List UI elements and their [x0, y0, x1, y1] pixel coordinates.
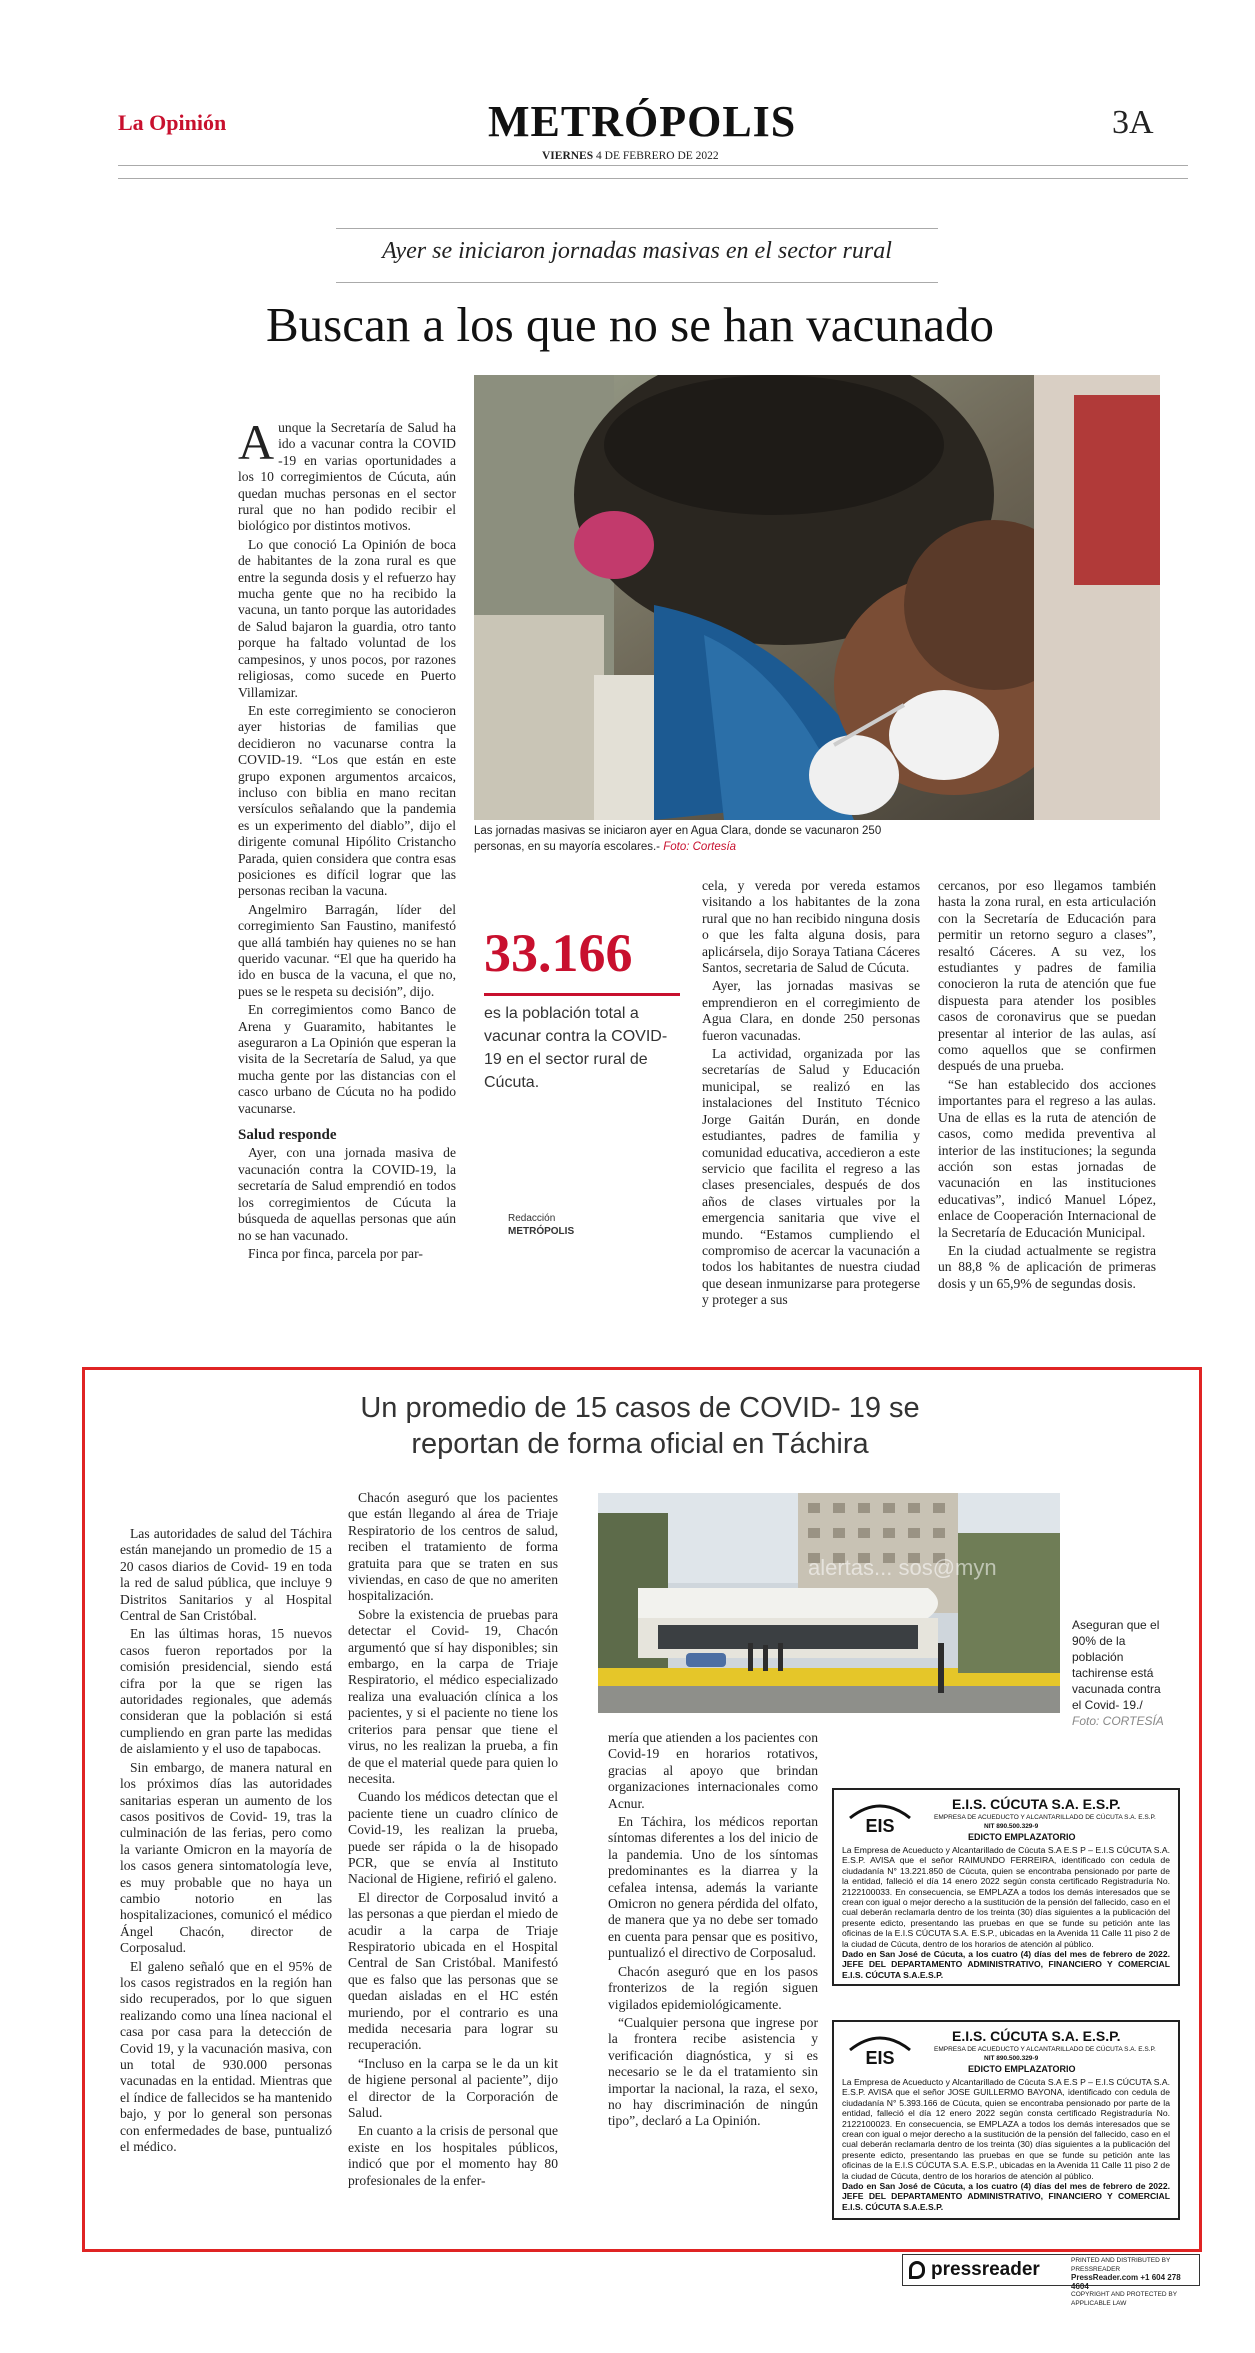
paragraph: cela, y vereda por vereda estamos visitando a los habitantes de la zona rural que no han recibido ninguna dosis o que les falta alguna dosis, para aplicársela, dijo Soraya Tatiana Cáceres Santos, secretaria de Salud de Cúcuta.: [702, 878, 920, 976]
ad-body: [842, 1845, 1170, 1980]
article1-column-1: [238, 414, 456, 1264]
hospital-photo-credit: Foto: CORTESÍA: [1072, 1714, 1164, 1728]
paragraph: Sobre la existencia de pruebas para detectar el Covid- 19, Chacón argumentó que sí hay disponibles; sin embargo, en la carpa de Triaje Respiratorio, el médico especializado realiza una evaluación clínica a los pacientes, y si el paciente no tiene los criterios para pensar que tiene el virus, no les realizan la prueba, a fin de que el material quede para quien lo necesita.: [348, 1606, 558, 1786]
ad-footer: Dado en San José de Cúcuta, a los cuatro (4) días del mes de febrero de 2022. JEFE DEL DEPARTAMENTO ADMINISTRATIVO, FINANCIERO Y COMERCIAL E.I.S. CÚCUTA S.A.E.S.P.: [842, 1949, 1170, 1980]
pressreader-line-2: PressReader.com +1 604 278 4604: [1071, 2273, 1181, 2291]
ad-company: E.I.S. CÚCUTA S.A. E.S.P.: [952, 1796, 1121, 1812]
photo-caption: [474, 823, 914, 855]
pressreader-line-3: COPYRIGHT AND PROTECTED BY APPLICABLE LAW: [1071, 2291, 1177, 2307]
paragraph: Lo que conoció La Opinión de boca de habitantes de la zona rural es que entre la segunda dosis y el refuerzo hay mucha gente que no ha recibido la vacuna, un tanto porque las autoridades de Salud bajaron la guardia, otro tanto porque ha faltado voluntad de los campesinos, y unos pocos, por razones religiosas, como sucede en Puerto Villamizar.: [238, 536, 456, 700]
paragraph: “Incluso en la carpa se le da un kit de higiene personal al paciente”, dijo el director de la Corporación de Salud.: [348, 2055, 558, 2121]
vaccination-photo: [474, 375, 1160, 820]
subhead: Salud responde: [238, 1127, 337, 1144]
paragraph: En cuanto a la crisis de personal que existe en los hospitales públicos, indicó que por el momento hay 80 profesionales de la enfer-: [348, 2123, 558, 2188]
pressreader-icon: [909, 2261, 925, 2279]
stat-text: es la población total a vacunar contra la COVID-19 en el sector rural de Cúcuta.: [484, 1005, 668, 1091]
ad-body: [842, 2077, 1170, 2212]
photo-watermark: alertas... sos@myn: [808, 1555, 997, 1580]
paragraph: La actividad, organizada por las secretarías de Salud y Educación municipal, se realizó en las instalaciones del Instituto Técnico Jorge Gaitán Durán, en donde estudiantes, padres de familia y comunidad educativa, accedieron a este servicio que facilita el regreso a las clases presenciales, después de dos años de clases virtuales por la emergencia sanitaria que vive el mundo. “Estamos cumpliendo el compromiso de acercar la vacunación a todos los habitantes de nuestra ciudad que desean inmunizarse para protegerse y proteger a sus: [702, 1046, 920, 1308]
byline-label: Redacción: [508, 1213, 556, 1224]
paragraph: “Se han establecido dos acciones importantes para el regreso a las aulas. Una de ellas es la ruta de atención de casos, como medida preventiva al interior de las instituciones; la segunda acción son estas jornadas de vacunación en las instituciones educativas”, indicó Manuel López, enlace de Cooperación Internacional de la Secretaría de Educación Municipal.: [938, 1076, 1156, 1240]
paragraph: En la ciudad actualmente se registra un 88,8 % de aplicación de primeras dosis y un 65,9% de segundas dosis.: [938, 1242, 1156, 1291]
eis-logo-text: EIS: [865, 2048, 895, 2068]
paragraph: En las últimas horas, 15 nuevos casos fueron reportados por la comisión presidencial, siendo está cifra por la que se rigen las autoridades regionales, que además consideran que la población si está cumpliendo en gran parte las medidas de aislamiento y el uso de tapabocas.: [120, 1626, 332, 1757]
ad-footer: Dado en San José de Cúcuta, a los cuatro (4) días del mes de febrero de 2022. JEFE DEL DEPARTAMENTO ADMINISTRATIVO, FINANCIERO Y COMERCIAL E.I.S. CÚCUTA S.A.E.S.P.: [842, 2181, 1170, 2212]
masthead-rule-top: [118, 165, 1188, 166]
ad-heading: EDICTO EMPLAZATORIO: [968, 2064, 1076, 2074]
photo-credit: Foto: Cortesía: [663, 841, 737, 853]
paragraph: “Cualquier persona que ingrese por la frontera recibe asistencia y verificación diagnóstica, y si es necesario se le da el tratamiento sin importar la nacional, la raza, el sexo, no hay discriminación de ningún tipo”, declaró a La Opinión.: [608, 2014, 818, 2129]
lead-text: unque la Secretaría de Salud ha ido a vacunar contra la COVID -19 en varias oportunidades a los 10 corregimientos de Cúcuta, aún quedan muchas personas en el sector rural que no han podido recibir el biológico por distintos motivos.: [238, 420, 456, 534]
paragraph: cercanos, por eso llegamos también hasta la zona rural, en esta articulación con la Secretaría de Educación para permitir un retorno seguro a clases”, resaltó Cáceres. A su vez, los estudiantes y padres de familia conocieron la ruta de atención que fue dispuesta para atender los posibles casos de coronavirus que se puedan presentar al interior de las aulas, así como aquellos que se confirmen después de una prueba.: [938, 878, 1156, 1074]
page-number: 3A: [1112, 104, 1154, 141]
paragraph: Las autoridades de salud del Táchira están manejando un promedio de 15 a 20 casos diarios de Covid- 19 en toda la red de salud pública, que incluye 9 Distritos Sanitarios y al Hospital Central de San Cristóbal.: [120, 1526, 332, 1624]
pressreader-info: [1071, 2257, 1199, 2308]
article2-column-2: [348, 1490, 558, 2191]
paragraph: Angelmiro Barragán, líder del corregimiento San Faustino, manifestó que allá también hay quienes no se han querido vacunar. “El que ha querido ha ido en busca de la vacuna, el que no, pues se le respeta su decisión”, dijo.: [238, 901, 456, 999]
article-headline: Buscan a los que no se han vacunado: [266, 297, 994, 352]
hospital-caption-text: Aseguran que el 90% de la población tachirense está vacunada contra el Covid- 19./: [1072, 1618, 1161, 1712]
paragraph: En este corregimiento se conocieron ayer historias de familias que decidieron no vacunarse contra la COVID-19. “Los que están en este grupo exponen argumentos arcaicos, incluso con biblia en mano recitan versículos señalando que la pandemia es un experimento del diablo”, dijo el dirigente comunal Hipólito Cristancho Parada, quien considera que contra esas posiciones es difícil lograr que las personas reciban la vacuna.: [238, 702, 456, 899]
masthead-rule-bottom: [118, 178, 1188, 179]
paragraph: Chacón aseguró que en los pasos fronterizos de la región siguen vigilados epidemiológicamente.: [608, 1963, 818, 2012]
ad-body-text: La Empresa de Acueducto y Alcantarillado de Cúcuta S.A E.S P – E.I.S CÚCUTA S.A. E.S.P. AVISA que el señor RAIMUNDO FERREIRA, identificado con cedula de ciudadanía N° 13.221.850 de Cúcuta, quien se encontraba pensionado por parte de la entidad, falleció el día 14 enero 2022 según consta certificado Registraduría No. 2122100033. En consecuencia, se EMPLAZA a todos los demás interesados que se crean con igual o mejor derecho a la sustitución de la pensión del fallecido, caso en el cual deberán reclamarla dentro de los treinta (30) días siguientes a la publicación del presente edicto, presentando las pruebas en que se funde su petición ante las oficinas de la E.I.S CÚCUTA S.A. E.S.P., ubicadas en la Avenida 11 Calle 11 piso 2 de la ciudad de Cúcuta, dentro de los horarios de atención al público.: [842, 1845, 1170, 1949]
headline-line-1: Un promedio de 15 casos de COVID- 19 se: [360, 1392, 920, 1424]
ad-company: E.I.S. CÚCUTA S.A. E.S.P.: [952, 2028, 1121, 2044]
pressreader-line-1: PRINTED AND DISTRIBUTED BY PRESSREADER: [1071, 2257, 1171, 2273]
article2-column-1: [120, 1526, 332, 2157]
eis-logo: [844, 1798, 916, 1838]
hospital-photo: [598, 1493, 1060, 1713]
paragraph: Finca por finca, parcela por par-: [248, 1245, 423, 1261]
eis-logo: [844, 2030, 916, 2070]
stat-rule: [484, 993, 680, 996]
issue-date: [542, 150, 719, 162]
ad-subtitle: EMPRESA DE ACUEDUCTO Y ALCANTARILLADO DE CÚCUTA S.A. E.S.P.: [934, 1814, 1156, 1821]
lead-paragraph: [238, 414, 456, 535]
ad-nit: NIT 890.500.329-9: [984, 1823, 1039, 1830]
paragraph: Chacón aseguró que los pacientes que están llegando al área de Triaje Respiratorio de los centros de salud, reciben el tratamiento de forma gratuita para que se traten en sus viviendas, en caso de que no ameriten hospitalización.: [348, 1490, 558, 1604]
headline-line-2: reportan de forma oficial en Táchira: [411, 1428, 869, 1460]
ad-body-text: La Empresa de Acueducto y Alcantarillado de Cúcuta S.A E.S P – E.I.S CÚCUTA S.A. E.S.P. AVISA que el señor JOSE GUILLERMO BAYONA, identificado con cedula de ciudadanía N° 5.393.166 de Cúcuta, quien se encontraba pensionado por parte de la entidad, falleció el día 12 enero 2022 según consta certificado Registraduría No. 2122100023. En consecuencia, se EMPLAZA a todos los demás interesados que se crean con igual o mejor derecho a la sustitución de la pensión del fallecido, caso en el cual deberán reclamarla dentro de los treinta (30) días siguientes a la publicación del presente edicto, presentando las pruebas en que se funde su petición ante las oficinas de la E.I.S CÚCUTA S.A. E.S.P., ubicadas en la Avenida 11 Calle 11 piso 2 de la ciudad de Cúcuta, dentro de los horarios de atención al público.: [842, 2077, 1170, 2181]
brand-logo: La Opinión: [118, 110, 227, 135]
paragraph: mería que atienden a los pacientes con Covid-19 en horarios rotativos, gracias al apoyo que brindan organizaciones internacionales como Acnur.: [608, 1730, 818, 1811]
byline-name: METRÓPOLIS: [508, 1226, 575, 1237]
pressreader-badge[interactable]: [902, 2254, 1200, 2307]
paragraph: En Táchira, los médicos reportan síntomas diferentes a los del inicio de la pandemia. Uno de los síntomas predominantes es la diarrea y la cefalea intensa, además la variante Omicron no genera pérdida del olfato, de manera que ya no debe ser tomado en cuenta para pensar que es positivo, puntualizó el directivo de Corposalud.: [608, 1814, 818, 1961]
ad-heading: EDICTO EMPLAZATORIO: [968, 1832, 1076, 1842]
paragraph: Ayer, con una jornada masiva de vacunación contra la COVID-19, la secretaría de Salud emprendió en todos los corregimientos de Cúcuta la búsqueda de aquellas personas que aún no se han vacunado.: [238, 1145, 456, 1243]
issue-date-text: 4 DE FEBRERO DE 2022: [596, 150, 719, 162]
kicker-rule-top: [336, 228, 938, 229]
article2-headline: [130, 1390, 1150, 1462]
article1-column-3: [702, 878, 920, 1311]
legal-notice-1: [832, 1788, 1180, 1986]
article2-column-3: [608, 1730, 818, 2132]
byline: [508, 1212, 574, 1238]
pressreader-brand: pressreader: [931, 2259, 1040, 2280]
paragraph: Ayer, las jornadas masivas se emprendieron en el corregimiento de Agua Clara, en donde 250 personas fueron vacunadas.: [702, 978, 920, 1043]
article1-column-4: [938, 878, 1156, 1294]
stat-number: 33.166: [484, 923, 633, 983]
ad-nit: NIT 890.500.329-9: [984, 2055, 1039, 2062]
paragraph: El galeno señaló que en el 95% de los casos registrados en la región han sido recuperados, por lo que siguen realizando como una línea nacional el casa por casa para la detección de Covid 19, y la vacunación masiva, con un total de 930.000 personas vacunadas en la entidad. Mientras que el índice de fallecidos se ha mantenido bajo, y por lo general son personas con enfermedades de base, puntualizó el médico.: [120, 1958, 332, 2155]
paragraph: Sin embargo, de manera natural en los próximos días las autoridades sanitarias esperan un aumento de los casos positivos de Covid- 19, tras la culminación de las ferias, pero como la variante Omicron en la mayoría de los casos genera sintomatología leve, es muy probable que no haya un cambio notorio en las hospitalizaciones, comunicó el médico Ángel Chacón, director de Corposalud.: [120, 1759, 332, 1956]
paragraph: En corregimientos como Banco de Arena y Guaramito, habitantes le aseguraron a La Opinión que esperan la visita de la Secretaría de Salud, ya que mucha gente por las distancias con el casco urbano de Cúcuta no ha podido vacunarse.: [238, 1002, 456, 1116]
drop-cap: A: [238, 414, 275, 470]
kicker-rule-bottom: [336, 282, 938, 283]
issue-day: VIERNES: [542, 150, 594, 162]
section-title: METRÓPOLIS: [488, 97, 797, 146]
article-kicker: Ayer se iniciaron jornadas masivas en el sector rural: [382, 238, 892, 264]
legal-notice-2: [832, 2020, 1180, 2220]
eis-logo-text: EIS: [865, 1816, 895, 1836]
paragraph: El director de Corposalud invitó a las personas a que pierdan el miedo de acudir a la carpa de Triaje Respiratorio ubicada en el Hospital Central de San Cristóbal. Manifestó que es falso que las personas que se quedan aisladas en el HC estén muriendo, por el contrario es una medida necesaria para lograr su recuperación.: [348, 1889, 558, 2053]
photo-caption-text: Las jornadas masivas se iniciaron ayer en Agua Clara, donde se vacunaron 250 personas, en su mayoría escolares.-: [474, 825, 882, 853]
ad-subtitle: EMPRESA DE ACUEDUCTO Y ALCANTARILLADO DE CÚCUTA S.A. E.S.P.: [934, 2046, 1156, 2053]
hospital-photo-caption: [1072, 1617, 1170, 1729]
paragraph: Cuando los médicos detectan que el paciente tiene un cuadro clínico de Covid-19, les realizan la prueba, puede ser rápida o la de hisopado PCR, que se envía al Instituto Nacional de Higiene, refirió el galeno.: [348, 1789, 558, 1887]
